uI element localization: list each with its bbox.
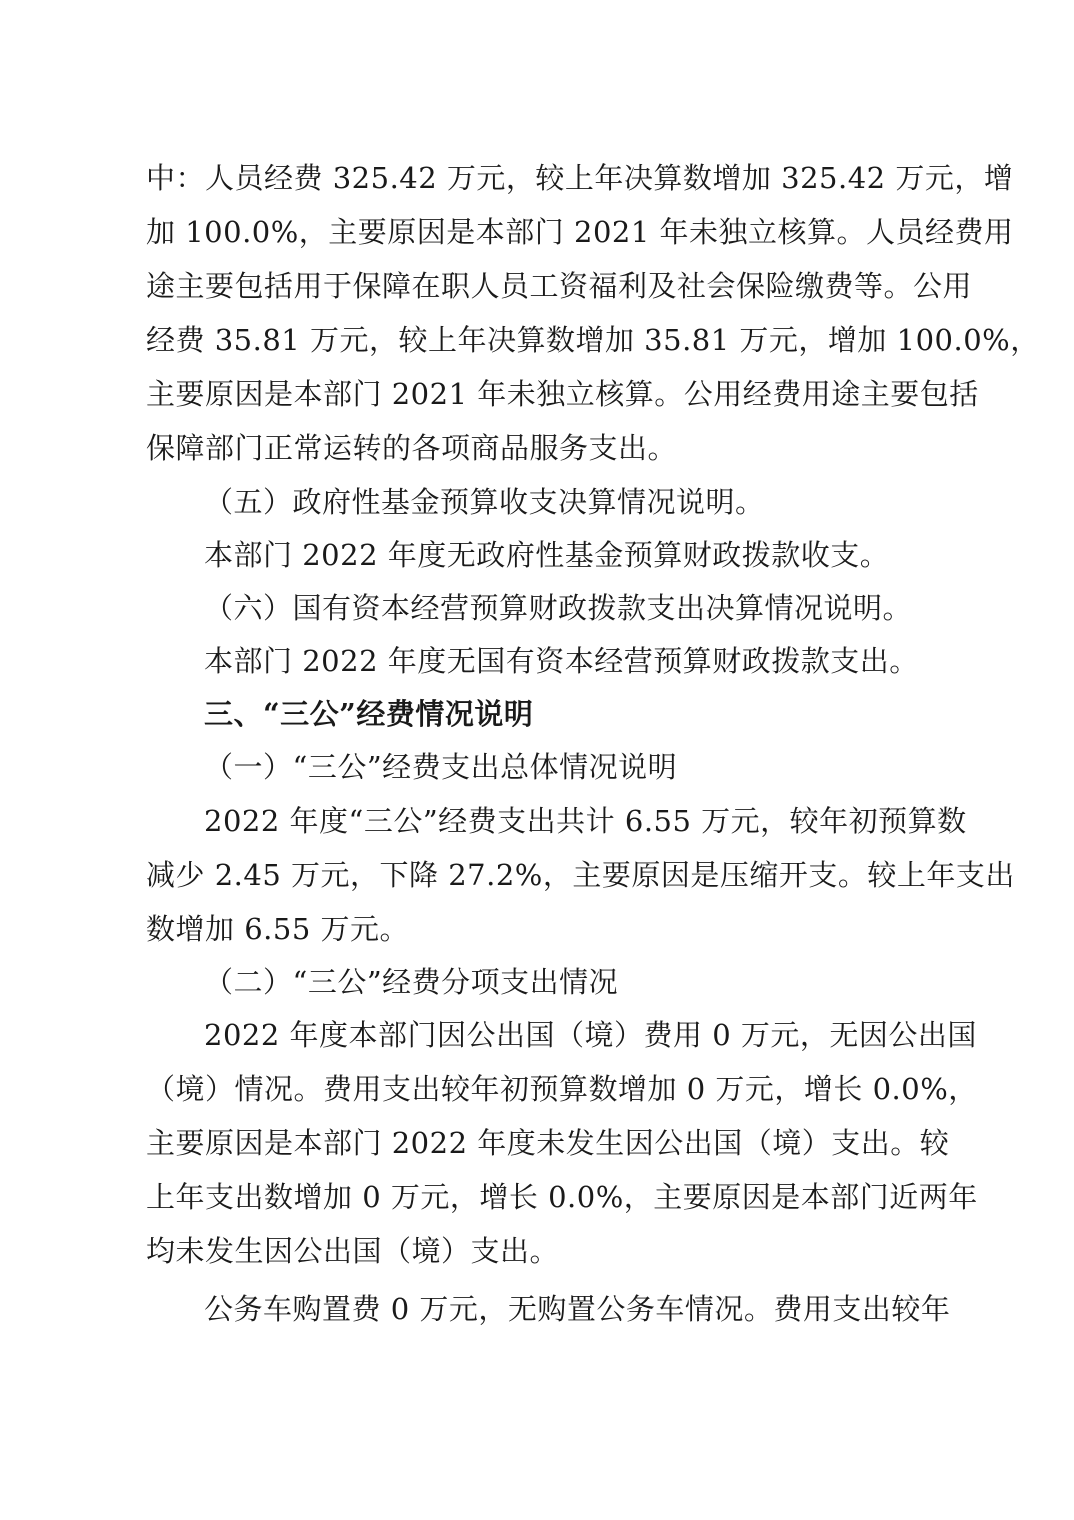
paragraph-line: 减少 2.45 万元，下降 27.2%，主要原因是压缩开支。较上年支出 (146, 858, 1015, 892)
paragraph-line: 本部门 2022 年度无国有资本经营预算财政拨款支出。 (204, 644, 919, 678)
section-heading: （一）“三公”经费支出总体情况说明 (204, 750, 678, 784)
paragraph-line: 中：人员经费 325.42 万元，较上年决算数增加 325.42 万元，增 (146, 161, 1014, 195)
paragraph-line: 上年支出数增加 0 万元，增长 0.0%，主要原因是本部门近两年 (146, 1180, 978, 1214)
paragraph-line: 途主要包括用于保障在职人员工资福利及社会保险缴费等。公用 (146, 269, 973, 303)
paragraph-line: 2022 年度“三公”经费支出共计 6.55 万元，较年初预算数 (204, 804, 967, 838)
paragraph-line: 均未发生因公出国（境）支出。 (146, 1234, 560, 1268)
paragraph-line: （境）情况。费用支出较年初预算数增加 0 万元，增长 0.0%， (146, 1072, 978, 1106)
paragraph-line: 主要原因是本部门 2021 年未独立核算。公用经费用途主要包括 (146, 377, 979, 411)
paragraph-line: 2022 年度本部门因公出国（境）费用 0 万元，无因公出国 (204, 1018, 977, 1052)
section-heading: （五）政府性基金预算收支决算情况说明。 (204, 485, 765, 519)
chapter-heading: 三、“三公”经费情况说明 (204, 697, 534, 731)
paragraph-line: 数增加 6.55 万元。 (146, 912, 410, 946)
section-heading: （二）“三公”经费分项支出情况 (204, 965, 619, 999)
paragraph-line: 本部门 2022 年度无政府性基金预算财政拨款收支。 (204, 538, 890, 572)
paragraph-line: 经费 35.81 万元，较上年决算数增加 35.81 万元，增加 100.0%， (146, 323, 1040, 357)
paragraph-line: 公务车购置费 0 万元，无购置公务车情况。费用支出较年 (204, 1292, 951, 1326)
paragraph-line: 主要原因是本部门 2022 年度未发生因公出国（境）支出。较 (146, 1126, 950, 1160)
paragraph-line: 加 100.0%，主要原因是本部门 2021 年未独立核算。人员经费用 (146, 215, 1014, 249)
section-heading: （六）国有资本经营预算财政拨款支出决算情况说明。 (204, 591, 913, 625)
paragraph-line: 保障部门正常运转的各项商品服务支出。 (146, 431, 678, 465)
